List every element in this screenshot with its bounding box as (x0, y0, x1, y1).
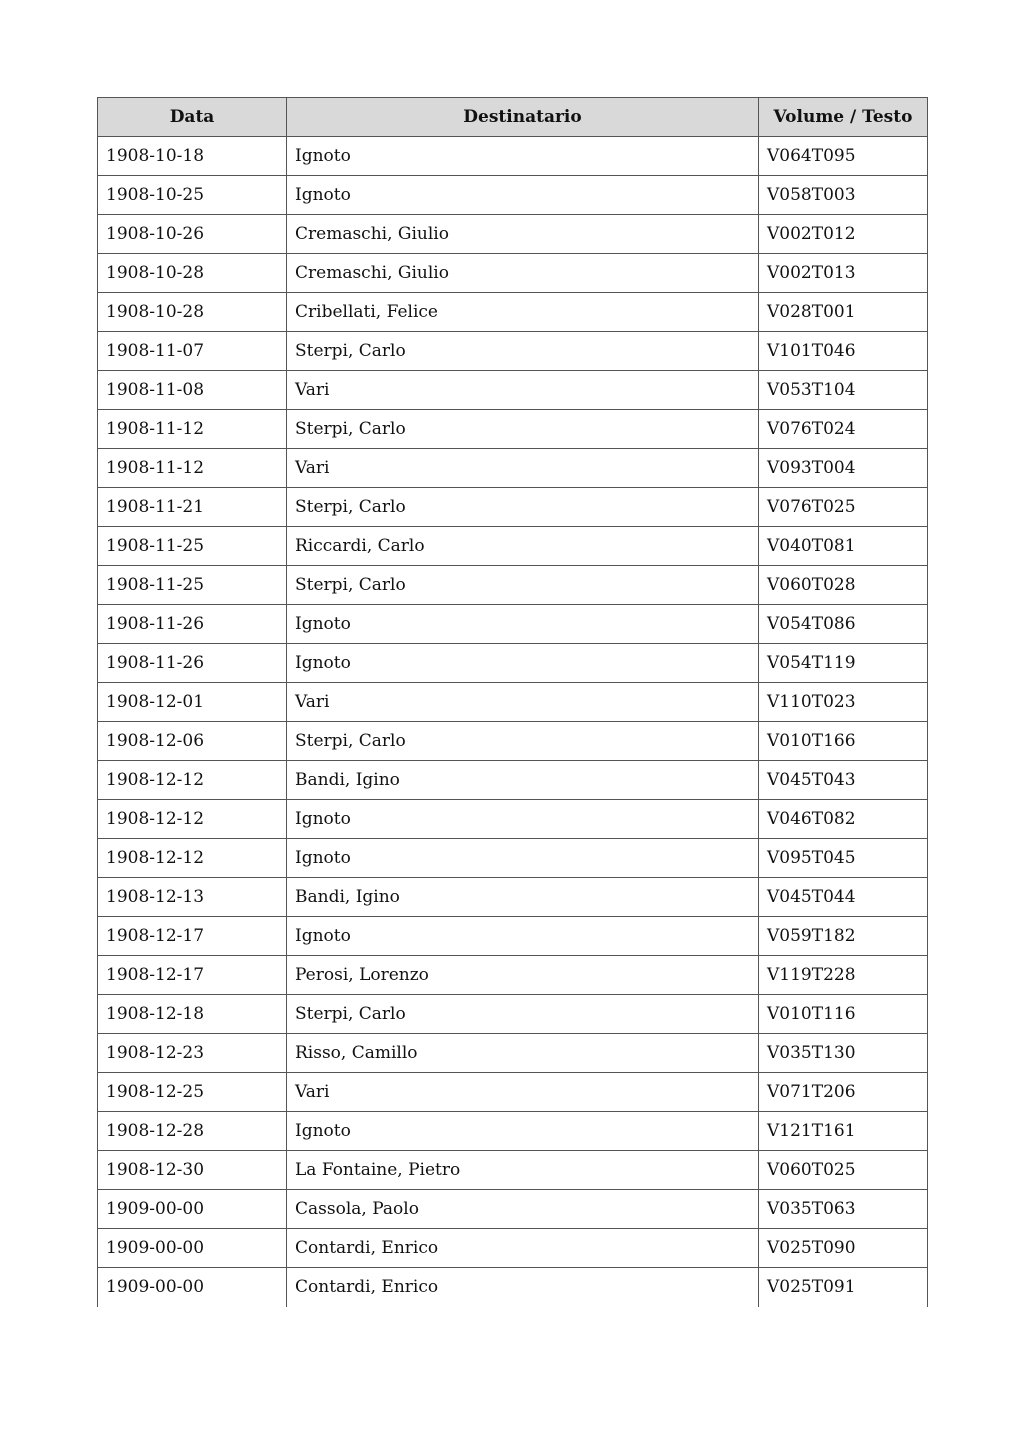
cell-volume: V101T046 (759, 332, 928, 371)
column-header-volume: Volume / Testo (759, 98, 928, 137)
cell-volume: V058T003 (759, 176, 928, 215)
cell-date: 1908-11-25 (98, 566, 287, 605)
cell-recipient: Contardi, Enrico (287, 1229, 759, 1268)
cell-date: 1908-11-12 (98, 410, 287, 449)
table-row (98, 176, 928, 215)
table-row (98, 917, 928, 956)
table-row (98, 488, 928, 527)
cell-volume: V054T086 (759, 605, 928, 644)
table-row (98, 254, 928, 293)
cell-recipient: Cassola, Paolo (287, 1190, 759, 1229)
cell-volume: V046T082 (759, 800, 928, 839)
cell-recipient: Vari (287, 449, 759, 488)
cell-volume: V095T045 (759, 839, 928, 878)
cell-date: 1908-11-26 (98, 644, 287, 683)
cell-recipient: Ignoto (287, 917, 759, 956)
cell-volume: V064T095 (759, 137, 928, 176)
cell-recipient: La Fontaine, Pietro (287, 1151, 759, 1190)
cell-recipient: Sterpi, Carlo (287, 566, 759, 605)
table-row (98, 527, 928, 566)
cell-date: 1908-11-21 (98, 488, 287, 527)
table-row (98, 839, 928, 878)
cell-date: 1909-00-00 (98, 1229, 287, 1268)
cell-date: 1909-00-00 (98, 1190, 287, 1229)
cell-recipient: Cremaschi, Giulio (287, 215, 759, 254)
cell-volume: V119T228 (759, 956, 928, 995)
cell-volume: V025T091 (759, 1268, 928, 1307)
header-row (98, 98, 928, 137)
cell-date: 1908-12-12 (98, 800, 287, 839)
cell-recipient: Bandi, Igino (287, 878, 759, 917)
cell-date: 1908-11-12 (98, 449, 287, 488)
cell-recipient: Vari (287, 371, 759, 410)
table-row (98, 1151, 928, 1190)
cell-recipient: Sterpi, Carlo (287, 332, 759, 371)
table-row (98, 1268, 928, 1307)
cell-volume: V040T081 (759, 527, 928, 566)
cell-date: 1908-10-28 (98, 293, 287, 332)
table-row (98, 1034, 928, 1073)
cell-recipient: Ignoto (287, 1112, 759, 1151)
table-row (98, 1190, 928, 1229)
table-row (98, 878, 928, 917)
cell-date: 1908-12-23 (98, 1034, 287, 1073)
cell-volume: V060T025 (759, 1151, 928, 1190)
cell-recipient: Ignoto (287, 176, 759, 215)
table-row (98, 137, 928, 176)
cell-date: 1908-10-18 (98, 137, 287, 176)
cell-recipient: Cribellati, Felice (287, 293, 759, 332)
cell-recipient: Sterpi, Carlo (287, 488, 759, 527)
cell-volume: V010T116 (759, 995, 928, 1034)
table-row (98, 449, 928, 488)
cell-recipient: Vari (287, 1073, 759, 1112)
cell-date: 1909-00-00 (98, 1268, 287, 1307)
column-header-date: Data (98, 98, 287, 137)
cell-volume: V076T025 (759, 488, 928, 527)
cell-volume: V121T161 (759, 1112, 928, 1151)
table-row (98, 995, 928, 1034)
table-row (98, 371, 928, 410)
cell-recipient: Sterpi, Carlo (287, 995, 759, 1034)
cell-recipient: Ignoto (287, 605, 759, 644)
cell-volume: V010T166 (759, 722, 928, 761)
table-body (98, 137, 928, 1307)
table-row (98, 1112, 928, 1151)
cell-volume: V110T023 (759, 683, 928, 722)
table-row (98, 605, 928, 644)
cell-date: 1908-11-07 (98, 332, 287, 371)
cell-volume: V071T206 (759, 1073, 928, 1112)
cell-volume: V059T182 (759, 917, 928, 956)
cell-date: 1908-12-28 (98, 1112, 287, 1151)
cell-recipient: Ignoto (287, 800, 759, 839)
table-row (98, 215, 928, 254)
cell-date: 1908-12-12 (98, 761, 287, 800)
table-row (98, 800, 928, 839)
table-row (98, 761, 928, 800)
cell-recipient: Sterpi, Carlo (287, 410, 759, 449)
cell-volume: V076T024 (759, 410, 928, 449)
cell-recipient: Ignoto (287, 137, 759, 176)
document-page (97, 97, 927, 1307)
cell-volume: V035T130 (759, 1034, 928, 1073)
cell-date: 1908-12-13 (98, 878, 287, 917)
cell-date: 1908-11-25 (98, 527, 287, 566)
table-row (98, 1073, 928, 1112)
cell-date: 1908-11-26 (98, 605, 287, 644)
table-header (98, 98, 928, 137)
cell-recipient: Cremaschi, Giulio (287, 254, 759, 293)
table-row (98, 644, 928, 683)
cell-volume: V045T044 (759, 878, 928, 917)
letters-table (97, 97, 928, 1307)
cell-date: 1908-11-08 (98, 371, 287, 410)
cell-recipient: Perosi, Lorenzo (287, 956, 759, 995)
cell-volume: V002T012 (759, 215, 928, 254)
cell-volume: V045T043 (759, 761, 928, 800)
cell-volume: V035T063 (759, 1190, 928, 1229)
column-header-recipient: Destinatario (287, 98, 759, 137)
cell-recipient: Ignoto (287, 644, 759, 683)
cell-date: 1908-12-18 (98, 995, 287, 1034)
table-row (98, 956, 928, 995)
cell-volume: V025T090 (759, 1229, 928, 1268)
table-row (98, 566, 928, 605)
table-row (98, 1229, 928, 1268)
table-row (98, 293, 928, 332)
table-row (98, 683, 928, 722)
cell-date: 1908-12-17 (98, 956, 287, 995)
cell-volume: V093T004 (759, 449, 928, 488)
cell-date: 1908-10-25 (98, 176, 287, 215)
cell-recipient: Vari (287, 683, 759, 722)
cell-recipient: Bandi, Igino (287, 761, 759, 800)
cell-recipient: Contardi, Enrico (287, 1268, 759, 1307)
cell-date: 1908-12-12 (98, 839, 287, 878)
cell-date: 1908-12-06 (98, 722, 287, 761)
cell-date: 1908-12-25 (98, 1073, 287, 1112)
table-row (98, 410, 928, 449)
table-row (98, 722, 928, 761)
cell-volume: V002T013 (759, 254, 928, 293)
cell-recipient: Risso, Camillo (287, 1034, 759, 1073)
cell-volume: V060T028 (759, 566, 928, 605)
cell-date: 1908-10-28 (98, 254, 287, 293)
cell-date: 1908-12-17 (98, 917, 287, 956)
cell-volume: V028T001 (759, 293, 928, 332)
cell-date: 1908-12-01 (98, 683, 287, 722)
cell-volume: V053T104 (759, 371, 928, 410)
cell-recipient: Riccardi, Carlo (287, 527, 759, 566)
cell-recipient: Ignoto (287, 839, 759, 878)
cell-recipient: Sterpi, Carlo (287, 722, 759, 761)
table-row (98, 332, 928, 371)
cell-date: 1908-10-26 (98, 215, 287, 254)
cell-volume: V054T119 (759, 644, 928, 683)
cell-date: 1908-12-30 (98, 1151, 287, 1190)
